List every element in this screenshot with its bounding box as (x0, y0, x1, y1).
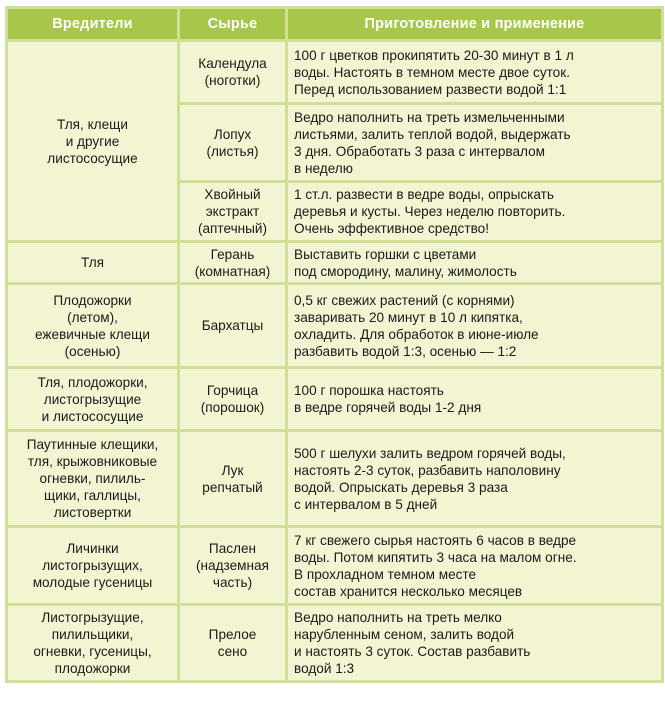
raw-material-text: Прелое сено (208, 627, 257, 659)
raw-material-text: Хвойный экстракт (аптечный) (197, 187, 268, 236)
header-row (7, 8, 663, 41)
preparation-cell (287, 605, 663, 682)
raw-material-cell (179, 527, 287, 605)
table-row (7, 527, 663, 605)
preparation-cell (287, 527, 663, 605)
pests-text: Тля (81, 255, 104, 270)
pests-text: Паутинные клещики, тля, крыжовниковые огневки, пилиль- щики, галлицы, листовертки (26, 437, 159, 520)
table-row (7, 605, 663, 682)
pests-text: Листогрызущие, пилильщики, огневки, гусеницы, плодожорки (33, 610, 152, 676)
raw-material-text: Паслен (надземная часть) (196, 541, 269, 590)
pests-text: Тля, плодожорки, листогрызущие и листососущие (37, 374, 148, 424)
raw-material-cell (179, 284, 287, 368)
raw-material-cell (179, 605, 287, 682)
preparation-text: 1 ст.л. развести в ведре воды, опрыскать деревья и кусты. Через неделю повторить. Очень эффективное средство! (294, 187, 566, 236)
preparation-cell (287, 41, 663, 104)
raw-material-cell (179, 242, 287, 284)
pest-remedies-table (5, 6, 664, 683)
preparation-cell (287, 104, 663, 182)
preparation-cell (287, 431, 663, 527)
preparation-text: Выставить горшки с цветами под смородину, малину, жимолость (294, 246, 517, 279)
preparation-text: Ведро наполнить на треть измельченными листьями, залить теплой водой, выдержать 3 дня. Обработать 3 раза с интервалом в неделю (294, 109, 571, 176)
preparation-cell (287, 368, 663, 431)
raw-material-text: Горчица (порошок) (200, 383, 265, 415)
preparation-text: 0,5 кг свежих растений (с корнями) заваривать 20 минут в 10 л кипятка, охладить. Для обработок в июне-июле разбавить водой 1:3, осенью — 1:2 (294, 292, 539, 359)
raw-material-text: Лопух (листья) (206, 126, 259, 159)
raw-material-cell (179, 41, 287, 104)
raw-material-cell (179, 182, 287, 242)
raw-material-text: Календула (ноготки) (198, 56, 267, 88)
pests-text: Плодожорки (летом), ежевичные клещи (осенью) (35, 292, 150, 359)
preparation-cell (287, 242, 663, 284)
pests-cell (7, 284, 179, 368)
pests-cell (7, 242, 179, 284)
raw-material-cell (179, 104, 287, 182)
raw-material-text: Бархатцы (201, 318, 264, 333)
pests-cell (7, 368, 179, 431)
preparation-text: 100 г цветков прокипятить 20-30 минут в 1 л воды. Настоять в темном месте двое суток. Перед использованием развести водой 1:1 (294, 47, 574, 97)
preparation-text: Ведро наполнить на треть мелко нарубленным сеном, залить водой и настоять 3 суток. Состав разбавить водой 1:3 (294, 610, 531, 676)
table-row (7, 284, 663, 368)
header-raw: Сырье (179, 8, 287, 41)
table-row (7, 368, 663, 431)
raw-material-text: Лук репчатый (202, 462, 263, 495)
pests-text: Тля, клещи и другие листососущие (47, 116, 138, 166)
preparation-cell (287, 182, 663, 242)
pests-cell (7, 41, 179, 242)
table-body (7, 41, 663, 682)
preparation-cell (287, 284, 663, 368)
pests-cell (7, 431, 179, 527)
preparation-text: 500 г шелухи залить ведром горячей воды, настоять 2-3 суток, разбавить наполовину водой. Опрыскать деревья 3 раза с интервалом в 5 дней (294, 445, 566, 512)
pests-text: Личинки листогрызущих, молодые гусеницы (32, 541, 153, 590)
header-pests: Вредители (7, 8, 179, 41)
pests-cell (7, 527, 179, 605)
raw-material-cell (179, 368, 287, 431)
table-row (7, 242, 663, 284)
raw-material-cell (179, 431, 287, 527)
preparation-text: 7 кг свежего сырья настоять 6 часов в ведре воды. Потом кипятить 3 часа на малом огне. В прохладном темном месте состав хранится несколько месяцев (294, 532, 577, 599)
table-row (7, 41, 663, 104)
table-row (7, 431, 663, 527)
pests-cell (7, 605, 179, 682)
raw-material-text: Герань (комнатная) (194, 246, 271, 279)
preparation-text: 100 г порошка настоять в ведре горячей воды 1-2 дня (294, 383, 482, 415)
header-preparation: Приготовление и применение (287, 8, 663, 41)
